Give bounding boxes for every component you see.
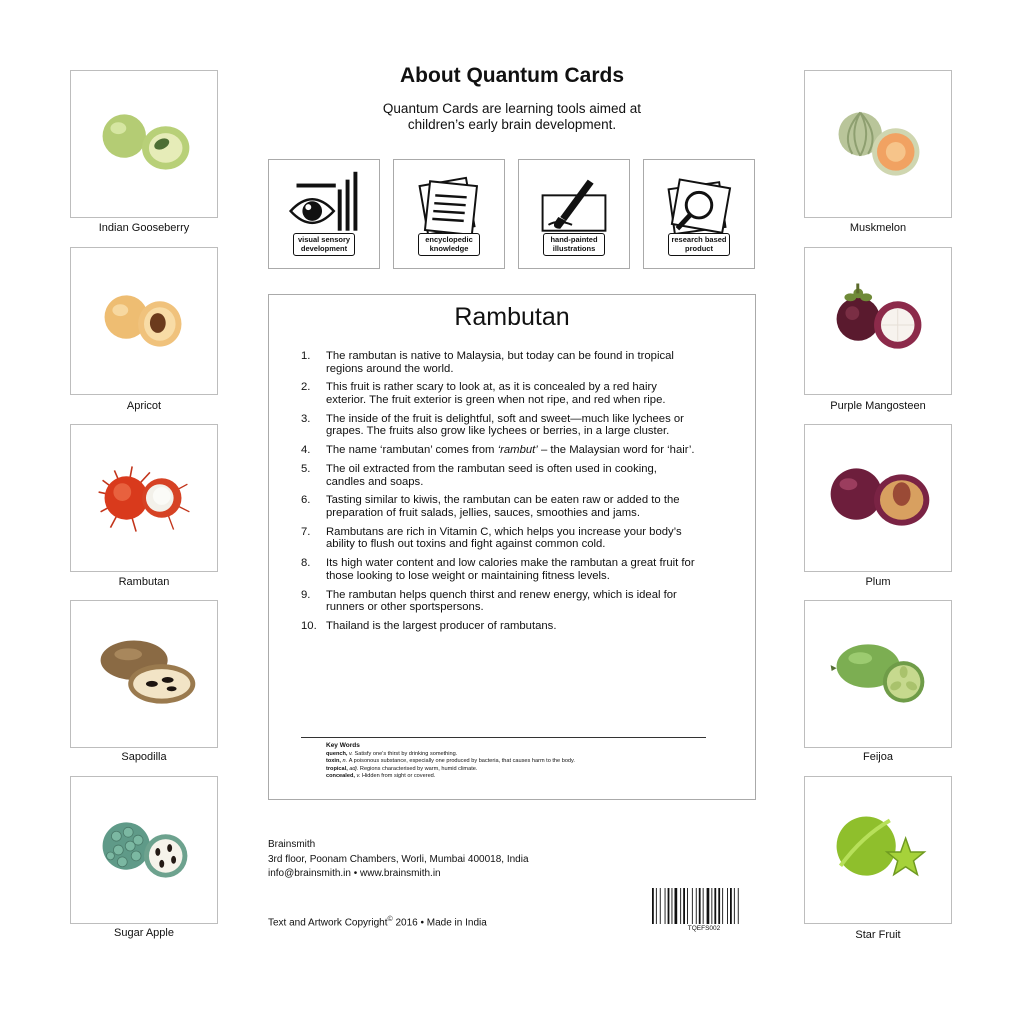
barcode-bar bbox=[696, 888, 697, 924]
fact-number: 2. bbox=[301, 381, 311, 394]
feature-research-based bbox=[643, 159, 755, 269]
feature-label: visual sensory development bbox=[293, 233, 355, 256]
key-word-entry: quench, v. Satisfy one’s thirst by drinking something. bbox=[326, 750, 458, 757]
feature-label: research based product bbox=[668, 233, 730, 256]
card-label: Rambutan bbox=[118, 576, 170, 588]
page-subtitle bbox=[268, 101, 756, 133]
card-label: Star Fruit bbox=[855, 929, 901, 941]
fact-panel-title: Rambutan bbox=[454, 303, 570, 331]
fact-number: 6. bbox=[301, 494, 311, 507]
barcode-bar bbox=[668, 888, 670, 924]
fact-list bbox=[301, 350, 711, 639]
fact-line: grapes. The fruits also grow like lychees or berries, in a large cluster. bbox=[326, 425, 670, 438]
fact-line: regions around the world. bbox=[326, 362, 454, 375]
barcode-bar bbox=[722, 888, 723, 924]
card-label: Indian Gooseberry bbox=[98, 222, 190, 234]
key-words-divider bbox=[301, 737, 706, 738]
barcode-bar bbox=[703, 888, 704, 924]
rambutan-illustration bbox=[71, 425, 217, 571]
copyright-text: Text and Artwork Copyright bbox=[268, 917, 388, 929]
copyright-mark: © bbox=[387, 916, 393, 923]
fact-number: 9. bbox=[301, 588, 311, 601]
barcode-bar bbox=[680, 888, 681, 924]
card-label: Plum bbox=[865, 576, 891, 588]
fruit-card-muskmelon[interactable] bbox=[804, 70, 952, 218]
fruit-card-plum[interactable] bbox=[804, 424, 952, 572]
barcode-bar bbox=[660, 888, 661, 924]
fact-line: candles and soaps. bbox=[326, 475, 424, 488]
company-contact: info@brainsmith.in • www.brainsmith.in bbox=[268, 868, 441, 879]
sugar-apple-illustration bbox=[71, 777, 217, 923]
fact-line: This fruit is rather scary to look at, as it is concealed by a red hairy bbox=[326, 381, 657, 394]
muskmelon-illustration bbox=[805, 71, 951, 217]
subtitle-line: Quantum Cards are learning tools aimed at bbox=[382, 101, 642, 116]
card-label: Apricot bbox=[126, 400, 162, 412]
fact-line: The rambutan helps quench thirst and renew energy, which is ideal for bbox=[326, 588, 677, 601]
fact-item bbox=[301, 589, 711, 614]
barcode-bar bbox=[714, 888, 716, 924]
company-name: Brainsmith bbox=[268, 839, 316, 850]
barcode-code: TQEFS002 bbox=[687, 925, 721, 932]
barcode-bar bbox=[687, 888, 688, 924]
barcode bbox=[652, 888, 756, 928]
fact-number: 7. bbox=[301, 525, 311, 538]
fruit-card-indian-gooseberry[interactable] bbox=[70, 70, 218, 218]
fruit-card-rambutan[interactable] bbox=[70, 424, 218, 572]
barcode-bar bbox=[727, 888, 728, 924]
card-label: Sapodilla bbox=[121, 751, 167, 763]
fact-line: The name ‘rambutan’ comes from ‘rambut’ – the Malaysian word for ‘hair’. bbox=[326, 444, 695, 457]
subtitle-line: children’s early brain development. bbox=[407, 117, 617, 132]
fruit-card-sugar-apple[interactable] bbox=[70, 776, 218, 924]
fact-line: preparation of fruit salads, jellies, sauces, smoothies and jams. bbox=[326, 506, 640, 519]
page-title: About Quantum Cards bbox=[400, 64, 624, 87]
barcode-bar bbox=[683, 888, 685, 924]
fact-line: those looking to lose weight or maintaining fitness levels. bbox=[326, 569, 610, 582]
fact-item bbox=[301, 620, 711, 633]
fact-line: The rambutan is native to Malaysia, but today can be found in tropical bbox=[326, 350, 674, 362]
barcode-bar bbox=[699, 888, 701, 924]
fact-panel bbox=[268, 294, 756, 800]
fact-line: The oil extracted from the rambutan seed is often used in cooking, bbox=[326, 463, 657, 476]
key-word-entry: concealed, v. Hidden from sight or covered. bbox=[326, 773, 436, 780]
fact-item bbox=[301, 526, 711, 551]
fact-number: 4. bbox=[301, 444, 311, 457]
feature-label: hand-painted illustrations bbox=[543, 233, 605, 256]
key-word-entry: toxin, n. A poisonous substance, especially one produced by bacteria, that causes harm to the body. bbox=[326, 758, 575, 765]
plum-illustration bbox=[805, 425, 951, 571]
feature-label: encyclopedic knowledge bbox=[418, 233, 480, 256]
key-words-title: Key Words bbox=[326, 742, 360, 749]
fact-number: 3. bbox=[301, 412, 311, 425]
company-address: 3rd floor, Poonam Chambers, Worli, Mumbai 400018, India bbox=[268, 854, 529, 865]
star-fruit-illustration bbox=[805, 777, 951, 923]
fact-item bbox=[301, 413, 711, 438]
card-label: Feijoa bbox=[863, 751, 893, 763]
fact-item bbox=[301, 557, 711, 582]
card-label: Sugar Apple bbox=[114, 927, 174, 939]
card-label: Muskmelon bbox=[849, 222, 907, 234]
apricot-illustration bbox=[71, 248, 217, 394]
copyright-line bbox=[268, 916, 487, 928]
feature-encyclopedic bbox=[393, 159, 505, 269]
barcode-bar bbox=[734, 888, 735, 924]
fruit-card-sapodilla[interactable] bbox=[70, 600, 218, 748]
fact-number: 10. bbox=[301, 620, 317, 633]
barcode-bar bbox=[652, 888, 654, 924]
indian-gooseberry-illustration bbox=[71, 71, 217, 217]
feature-hand-painted bbox=[518, 159, 630, 269]
fruit-card-purple-mangosteen[interactable] bbox=[804, 247, 952, 395]
fact-item bbox=[301, 350, 711, 375]
fact-line: Its high water content and low calories make the rambutan a great fruit for bbox=[326, 557, 695, 570]
key-words-section bbox=[326, 742, 706, 781]
barcode-bar bbox=[711, 888, 712, 924]
fruit-card-apricot[interactable] bbox=[70, 247, 218, 395]
barcode-bar bbox=[672, 888, 673, 924]
fact-item bbox=[301, 463, 711, 488]
barcode-bar bbox=[675, 888, 678, 924]
feijoa-illustration bbox=[805, 601, 951, 747]
sapodilla-illustration bbox=[71, 601, 217, 747]
fact-number: 5. bbox=[301, 463, 311, 476]
fact-line: ability to flush out toxins and fight against common cold. bbox=[326, 538, 606, 551]
barcode-bar bbox=[718, 888, 720, 924]
fruit-card-feijoa[interactable] bbox=[804, 600, 952, 748]
fact-line: exterior. The fruit exterior is green when not ripe, and red when ripe. bbox=[326, 393, 666, 406]
fact-line: runners or other sportspersons. bbox=[326, 601, 484, 614]
fact-item bbox=[301, 494, 711, 519]
fact-line: Tasting similar to kiwis, the rambutan can be eaten raw or added to the bbox=[326, 494, 680, 507]
fact-item bbox=[301, 444, 711, 457]
fact-line: The inside of the fruit is delightful, soft and sweet—much like lychees or bbox=[326, 412, 684, 425]
barcode-bar bbox=[656, 888, 657, 924]
feature-visual-sensory bbox=[268, 159, 380, 269]
fruit-card-star-fruit[interactable] bbox=[804, 776, 952, 924]
barcode-bar bbox=[692, 888, 693, 924]
fact-line: Rambutans are rich in Vitamin C, which helps you increase your body’s bbox=[326, 525, 682, 538]
card-label: Purple Mangosteen bbox=[830, 400, 926, 412]
purple-mangosteen-illustration bbox=[805, 248, 951, 394]
barcode-bar bbox=[738, 888, 739, 924]
fact-line: Thailand is the largest producer of rambutans. bbox=[326, 620, 557, 633]
fact-number: 1. bbox=[301, 350, 311, 362]
barcode-bar bbox=[665, 888, 666, 924]
key-words-list bbox=[326, 751, 706, 781]
copyright-year: 2016 • Made in India bbox=[392, 917, 487, 929]
fact-number: 8. bbox=[301, 557, 311, 570]
barcode-bar bbox=[730, 888, 732, 924]
fact-item bbox=[301, 381, 711, 406]
key-word-entry: tropical, adj. Regions characterised by warm, humid climate. bbox=[326, 765, 478, 772]
barcode-bar bbox=[707, 888, 710, 924]
